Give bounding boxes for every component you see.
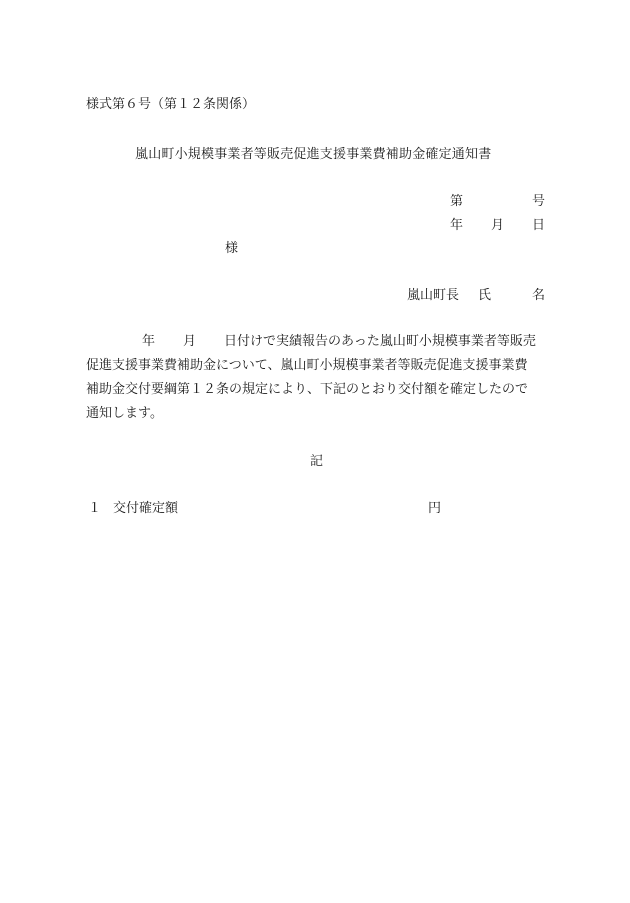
issue-number-label: 第 <box>450 194 464 209</box>
date-month-label: 月 <box>491 218 505 233</box>
body-line-4: 通知します。 <box>86 406 163 421</box>
addressee-honorific: 様 <box>225 241 239 256</box>
item-label: 交付確定額 <box>113 501 179 516</box>
body-line-3: 補助金交付要綱第１２条の規定により、下記のとおり交付額を確定したので <box>86 382 529 397</box>
item-number: １ <box>88 501 102 516</box>
item-unit: 円 <box>428 501 442 516</box>
body-line-1-text: 日付けで実績報告のあった嵐山町小規模事業者等販売 <box>224 334 536 349</box>
body-year-label: 年 <box>142 334 156 349</box>
body-month-label: 月 <box>183 334 197 349</box>
issue-number-suffix: 号 <box>532 194 546 209</box>
sender-title: 嵐山町長 <box>407 288 460 303</box>
document-title: 嵐山町小規模事業者等販売促進支援事業費補助金確定通知書 <box>135 147 492 162</box>
body-line-1 <box>86 330 556 354</box>
ki-heading: 記 <box>310 454 324 469</box>
form-number: 様式第６号（第１２条関係） <box>86 97 256 112</box>
sender-name-placeholder-2: 名 <box>532 288 546 303</box>
date-year-label: 年 <box>450 218 464 233</box>
sender-name-placeholder-1: 氏 <box>478 288 492 303</box>
date-day-label: 日 <box>532 218 546 233</box>
body-line-2: 促進支援事業費補助金について、嵐山町小規模事業者等販売促進支援事業費 <box>86 358 528 373</box>
notice-body <box>86 330 556 426</box>
